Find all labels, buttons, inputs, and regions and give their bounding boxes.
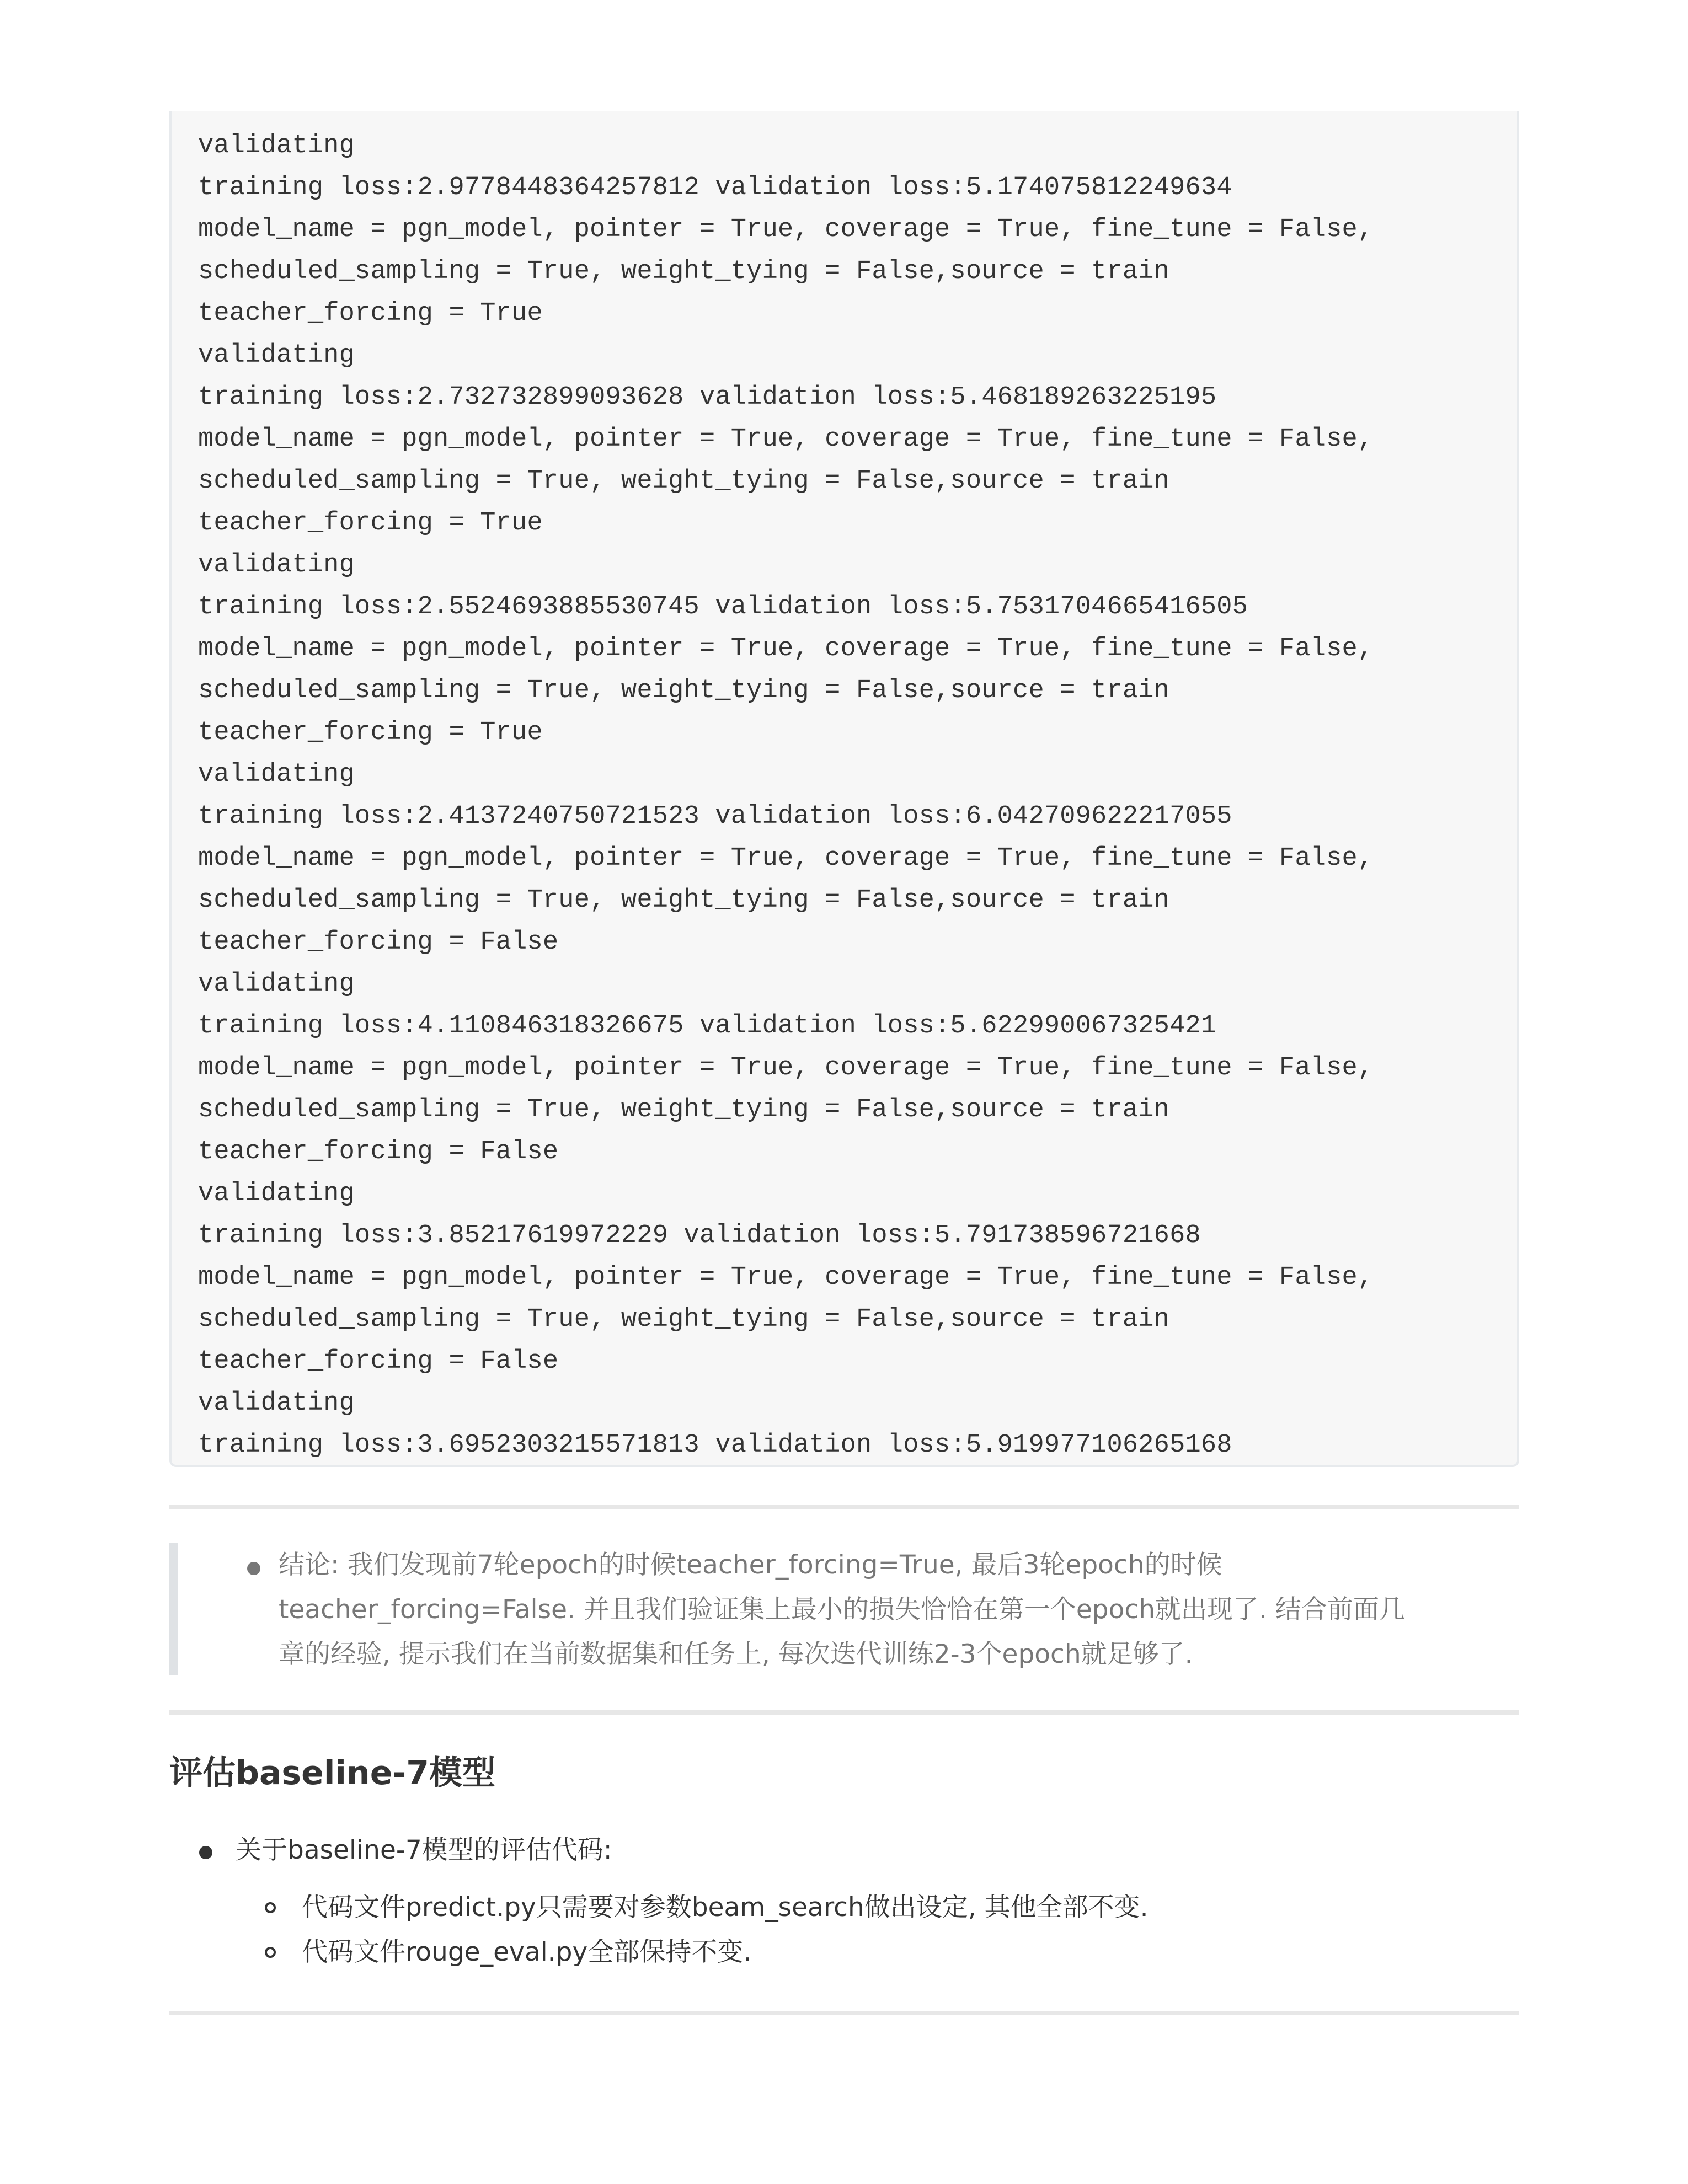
circle-bullet-icon	[265, 1947, 276, 1958]
code-line: teacher_forcing = True	[198, 718, 543, 747]
sub-list-item: 代码文件rouge_eval.py全部保持不变.	[302, 1937, 752, 1967]
code-line: validating	[198, 341, 355, 370]
code-line: model_name = pgn_model, pointer = True, coverage = True, fine_tune = False,	[198, 215, 1374, 244]
code-line: model_name = pgn_model, pointer = True, coverage = True, fine_tune = False,	[198, 844, 1374, 873]
code-line: training loss:2.5524693885530745 validation loss:5.7531704665416505	[198, 592, 1248, 622]
code-line: teacher_forcing = False	[198, 928, 559, 957]
code-line: training loss:4.110846318326675 validation loss:5.622990067325421	[198, 1011, 1217, 1041]
horizontal-rule	[169, 1505, 1519, 1509]
conclusion-line: teacher_forcing=False. 并且我们验证集上最小的损失恰恰在第一个epoch就出现了. 结合前面几	[279, 1594, 1405, 1625]
code-line: teacher_forcing = True	[198, 299, 543, 328]
code-line: model_name = pgn_model, pointer = True, coverage = True, fine_tune = False,	[198, 425, 1374, 454]
list-item: 关于baseline-7模型的评估代码:	[236, 1835, 612, 1865]
code-block	[169, 111, 1519, 1467]
code-line: validating	[198, 1179, 355, 1208]
circle-bullet-icon	[265, 1902, 276, 1913]
code-line: teacher_forcing = True	[198, 508, 543, 538]
code-line: validating	[198, 970, 355, 999]
conclusion-line: 结论: 我们发现前7轮epoch的时候teacher_forcing=True, 最后3轮epoch的时候	[279, 1550, 1222, 1580]
code-line: scheduled_sampling = True, weight_tying = False,source = train	[198, 467, 1170, 496]
code-line: validating	[198, 550, 355, 580]
code-line: scheduled_sampling = True, weight_tying = False,source = train	[198, 1095, 1170, 1125]
conclusion-line: 章的经验, 提示我们在当前数据集和任务上, 每次迭代训练2-3个epoch就足够了.	[279, 1639, 1193, 1669]
sub-list-item: 代码文件predict.py只需要对参数beam_search做出设定, 其他全部不变.	[302, 1892, 1149, 1923]
code-line: training loss:2.9778448364257812 validation loss:5.174075812249634	[198, 173, 1232, 202]
conclusion-text	[279, 1543, 1492, 1677]
code-line: scheduled_sampling = True, weight_tying = False,source = train	[198, 1305, 1170, 1334]
code-line: model_name = pgn_model, pointer = True, coverage = True, fine_tune = False,	[198, 1053, 1374, 1083]
code-line: scheduled_sampling = True, weight_tying = False,source = train	[198, 257, 1170, 286]
code-line: scheduled_sampling = True, weight_tying = False,source = train	[198, 886, 1170, 915]
code-line: teacher_forcing = False	[198, 1347, 559, 1376]
bullet-icon	[247, 1562, 260, 1575]
code-line: training loss:3.6952303215571813 validation loss:5.919977106265168	[198, 1431, 1232, 1460]
code-line: training loss:2.732732899093628 validation loss:5.468189263225195	[198, 383, 1217, 412]
code-line: validating	[198, 1389, 355, 1418]
code-line: validating	[198, 760, 355, 789]
section-heading: 评估baseline-7模型	[169, 1754, 496, 1792]
code-line: validating	[198, 131, 355, 160]
code-line: model_name = pgn_model, pointer = True, coverage = True, fine_tune = False,	[198, 634, 1374, 663]
bullet-icon	[199, 1846, 212, 1859]
code-line: model_name = pgn_model, pointer = True, coverage = True, fine_tune = False,	[198, 1263, 1374, 1292]
code-line: teacher_forcing = False	[198, 1137, 559, 1166]
code-line: training loss:2.4137240750721523 validation loss:6.042709622217055	[198, 802, 1232, 831]
horizontal-rule	[169, 1710, 1519, 1715]
code-line: scheduled_sampling = True, weight_tying = False,source = train	[198, 676, 1170, 705]
conclusion-blockquote	[169, 1543, 1519, 1675]
code-line: training loss:3.85217619972229 validation loss:5.791738596721668	[198, 1221, 1201, 1250]
horizontal-rule	[169, 2011, 1519, 2015]
